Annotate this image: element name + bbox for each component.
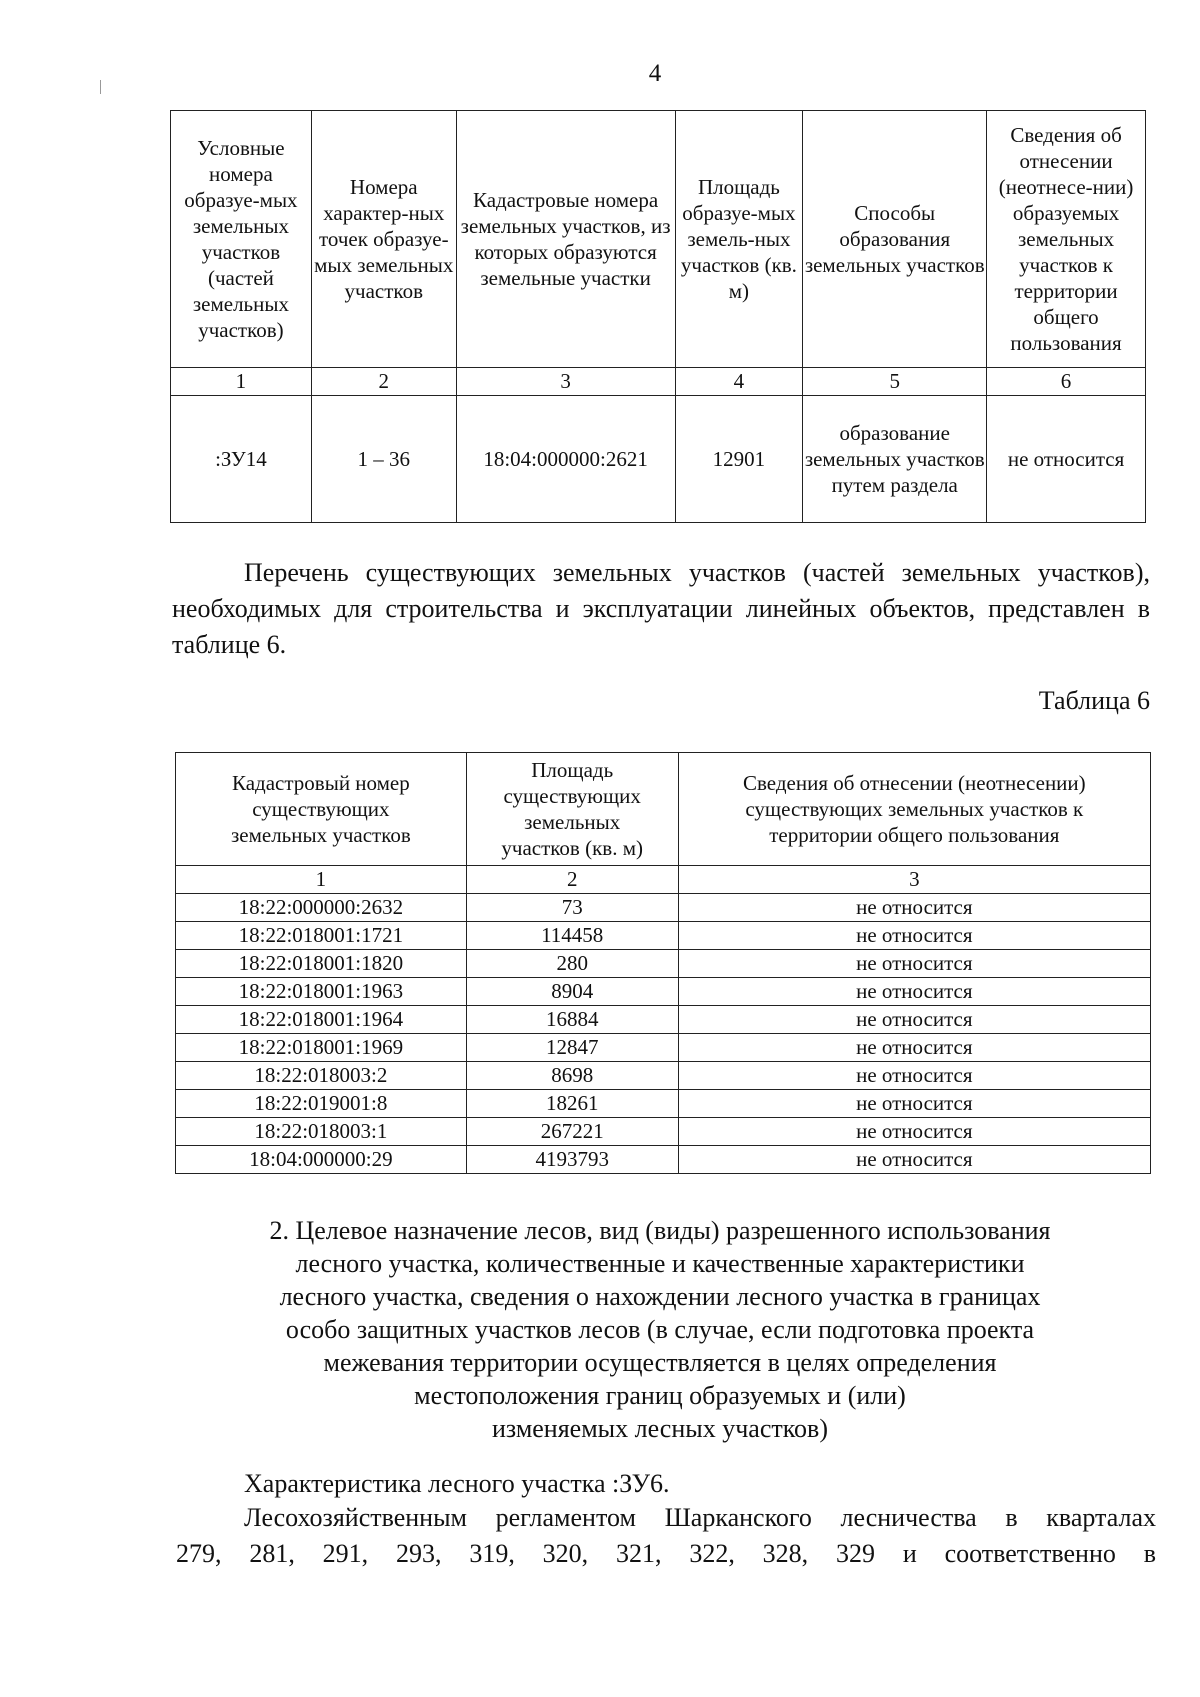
table-row [176, 1118, 1151, 1146]
cadastral-number: 18:22:000000:2632 [176, 894, 467, 922]
scan-mark [100, 80, 101, 94]
table-cell: не относится [987, 396, 1146, 523]
cadastral-number: 18:22:018001:1964 [176, 1006, 467, 1034]
table-6-column-number-row [176, 866, 1151, 894]
table-row [176, 1090, 1151, 1118]
section-2-heading [160, 1214, 1160, 1445]
column-number: 1 [171, 368, 312, 396]
cadastral-number: 18:22:018003:2 [176, 1062, 467, 1090]
heading-line: изменяемых лесных участков) [492, 1414, 828, 1443]
page-number: 4 [648, 60, 662, 87]
area-value: 18261 [466, 1090, 678, 1118]
table-5-header-cell: Номера характер-ных точек образуе-мых земельных участков [311, 111, 456, 368]
table-6-header-cell: Площадь существующих земельных участков (кв. м) [466, 753, 678, 866]
table-cell: образование земельных участков путем раздела [803, 396, 987, 523]
table-row [176, 894, 1151, 922]
table-5-header-row [171, 111, 1146, 368]
heading-line: местоположения границ образуемых и (или) [414, 1381, 906, 1410]
public-use-status: не относится [678, 922, 1150, 950]
area-value: 73 [466, 894, 678, 922]
public-use-status: не относится [678, 950, 1150, 978]
cadastral-number: 18:22:018001:1963 [176, 978, 467, 1006]
public-use-status: не относится [678, 1034, 1150, 1062]
table-6-header-cell: Кадастровый номер существующих земельных участков [176, 753, 467, 866]
table-6-caption: Таблица 6 [1038, 686, 1150, 715]
paragraph-existing-plots: Перечень существующих земельных участков (частей земельных участков), необходимых для строительства и эксплуатации линейных объектов, представлен в таблице 6. [172, 558, 1150, 659]
area-value: 16884 [466, 1006, 678, 1034]
cadastral-number: 18:22:018001:1820 [176, 950, 467, 978]
column-number: 1 [176, 866, 467, 894]
heading-line: 2. Целевое назначение лесов, вид (виды) разрешенного использования [269, 1216, 1051, 1245]
column-number: 4 [675, 368, 803, 396]
area-value: 114458 [466, 922, 678, 950]
heading-line: межевания территории осуществляется в целях определения [323, 1348, 997, 1377]
heading-line: лесного участка, количественные и качественные характеристики [295, 1249, 1025, 1278]
table-5-header-cell: Кадастровые номера земельных участков, из которых образуются земельные участки [456, 111, 675, 368]
forest-regulation-line: Лесохозяйственным регламентом Шарканского лесничества в кварталах [244, 1503, 1156, 1532]
table-row [171, 396, 1146, 523]
column-number: 6 [987, 368, 1146, 396]
area-value: 280 [466, 950, 678, 978]
forest-quarters-line: 279, 281, 291, 293, 319, 320, 321, 322, 328, 329 и соответственно в [176, 1539, 1156, 1568]
table-cell: 1 – 36 [311, 396, 456, 523]
table-cell: :ЗУ14 [171, 396, 312, 523]
table-row [176, 1034, 1151, 1062]
area-value: 267221 [466, 1118, 678, 1146]
table-row [176, 922, 1151, 950]
table-row [176, 1062, 1151, 1090]
cadastral-number: 18:22:018001:1969 [176, 1034, 467, 1062]
public-use-status: не относится [678, 1118, 1150, 1146]
heading-line: особо защитных участков лесов (в случае, если подготовка проекта [285, 1315, 1035, 1344]
area-value: 8904 [466, 978, 678, 1006]
public-use-status: не относится [678, 978, 1150, 1006]
table-row [176, 1006, 1151, 1034]
forest-plot-characteristic: Характеристика лесного участка :ЗУ6. [244, 1469, 670, 1498]
heading-line: лесного участка, сведения о нахождении лесного участка в границах [279, 1282, 1041, 1311]
column-number: 3 [456, 368, 675, 396]
area-value: 8698 [466, 1062, 678, 1090]
table-6-header-cell: Сведения об отнесении (неотнесении) существующих земельных участков к территории общего пользования [678, 753, 1150, 866]
public-use-status: не относится [678, 1146, 1150, 1174]
cadastral-number: 18:22:018001:1721 [176, 922, 467, 950]
public-use-status: не относится [678, 1062, 1150, 1090]
cadastral-number: 18:22:019001:8 [176, 1090, 467, 1118]
table-5-header-cell: Способы образования земельных участков [803, 111, 987, 368]
table-5-header-cell: Сведения об отнесении (неотнесе-нии) образуемых земельных участков к территории общего пользования [987, 111, 1146, 368]
column-number: 2 [466, 866, 678, 894]
table-cell: 12901 [675, 396, 803, 523]
column-number: 5 [803, 368, 987, 396]
column-number: 2 [311, 368, 456, 396]
table-5-column-number-row [171, 368, 1146, 396]
column-number: 3 [678, 866, 1150, 894]
table-row [176, 978, 1151, 1006]
public-use-status: не относится [678, 894, 1150, 922]
public-use-status: не относится [678, 1006, 1150, 1034]
table-6-header-row [176, 753, 1151, 866]
area-value: 4193793 [466, 1146, 678, 1174]
table-5 [170, 110, 1146, 523]
table-5-header-cell: Площадь образуе-мых земель-ных участков (кв. м) [675, 111, 803, 368]
public-use-status: не относится [678, 1090, 1150, 1118]
table-row [176, 1146, 1151, 1174]
table-5-header-cell: Условные номера образуе-мых земельных участков (частей земельных участков) [171, 111, 312, 368]
cadastral-number: 18:04:000000:29 [176, 1146, 467, 1174]
table-6 [175, 752, 1151, 1174]
table-row [176, 950, 1151, 978]
area-value: 12847 [466, 1034, 678, 1062]
cadastral-number: 18:22:018003:1 [176, 1118, 467, 1146]
table-cell: 18:04:000000:2621 [456, 396, 675, 523]
